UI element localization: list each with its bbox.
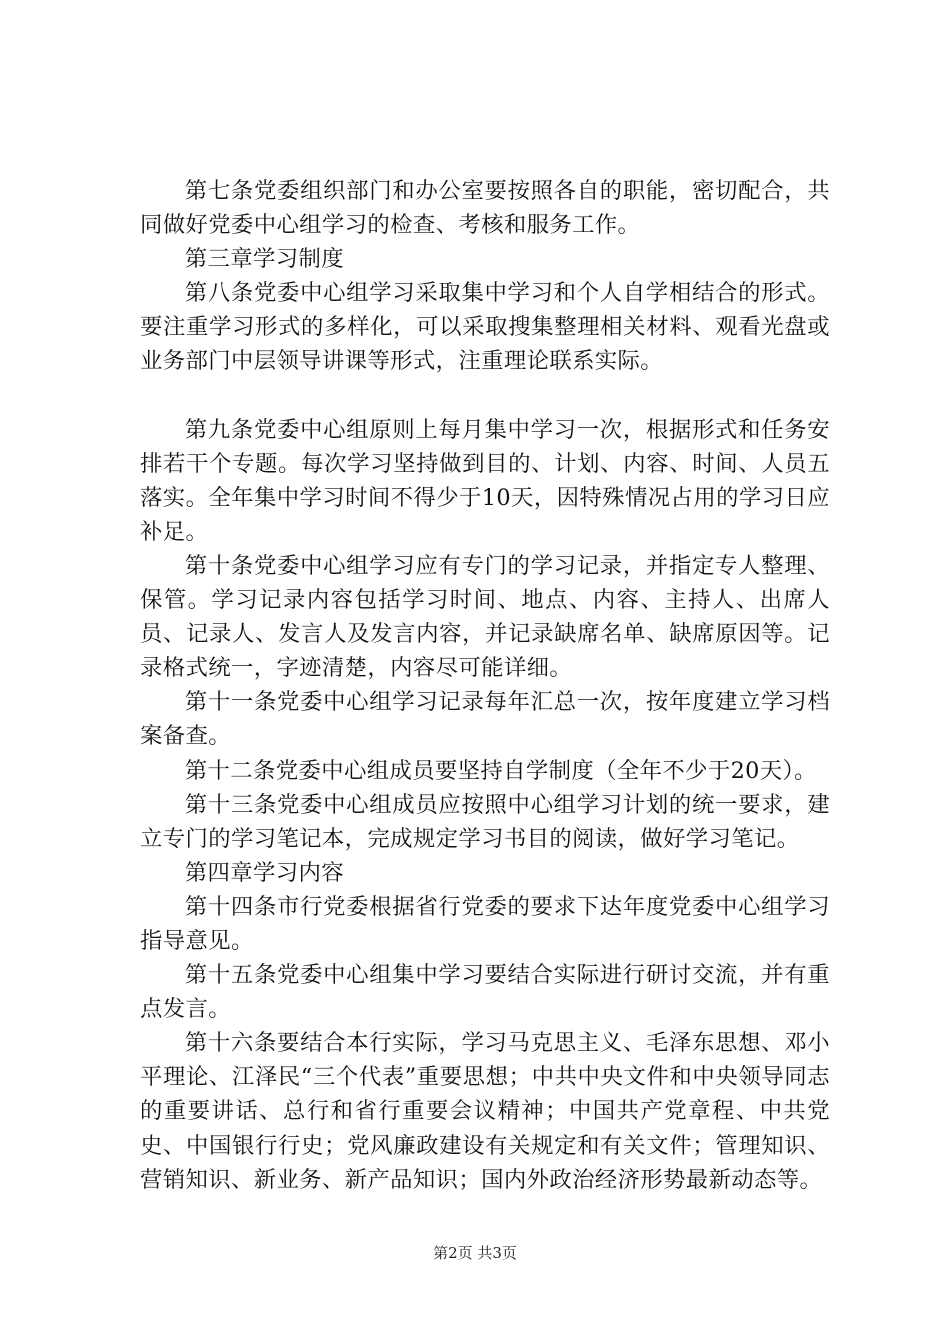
paragraph-article-13: 第十三条党委中心组成员应按照中心组学习计划的统一要求，建立专门的学习笔记本，完成规定学习书目的阅读，做好学习笔记。	[140, 791, 830, 852]
paragraph-article-16: 第十六条要结合本行实际，学习马克思主义、毛泽东思想、邓小平理论、江泽民“三个代表”重要思想；中共中央文件和中央领导同志的重要讲话、总行和省行重要会议精神；中国共产党章程、中共党史、中国银行行史；党风廉政建设有关规定和有关文件；管理知识、营销知识、新业务、新产品知识；国内外政治经济形势最新动态等。	[140, 1030, 830, 1193]
chapter-heading-4: 第四章学习内容	[184, 859, 344, 886]
page-indicator: 第2页 共3页	[433, 1244, 517, 1262]
page-footer	[0, 1243, 950, 1263]
paragraph-article-10: 第十条党委中心组学习应有专门的学习记录，并指定专人整理、保管。学习记录内容包括学习时间、地点、内容、主持人、出席人员、记录人、发言人及发言内容，并记录缺席名单、缺席原因等。记录格式统一，字迹清楚，内容尽可能详细。	[140, 552, 830, 682]
document-body	[140, 174, 830, 1197]
chapter-heading-3: 第三章学习制度	[184, 246, 344, 273]
paragraph-article-7: 第七条党委组织部门和办公室要按照各自的职能，密切配合，共同做好党委中心组学习的检查、考核和服务工作。	[140, 178, 830, 239]
paragraph-article-9: 第九条党委中心组原则上每月集中学习一次，根据形式和任务安排若干个专题。每次学习坚持做到目的、计划、内容、时间、人员五落实。全年集中学习时间不得少于10天，因特殊情况占用的学习日应补足。	[140, 416, 830, 545]
paragraph-article-14: 第十四条市行党委根据省行党委的要求下达年度党委中心组学习指导意见。	[140, 893, 830, 954]
paragraph-article-8: 第八条党委中心组学习采取集中学习和个人自学相结合的形式。要注重学习形式的多样化，可以采取搜集整理相关材料、观看光盘或业务部门中层领导讲课等形式，注重理论联系实际。	[140, 280, 830, 375]
paragraph-article-15: 第十五条党委中心组集中学习要结合实际进行研讨交流，并有重点发言。	[140, 962, 830, 1023]
paragraph-article-11: 第十一条党委中心组学习记录每年汇总一次，按年度建立学习档案备查。	[140, 689, 830, 750]
paragraph-article-12: 第十二条党委中心组成员要坚持自学制度（全年不少于20天）。	[184, 757, 817, 784]
